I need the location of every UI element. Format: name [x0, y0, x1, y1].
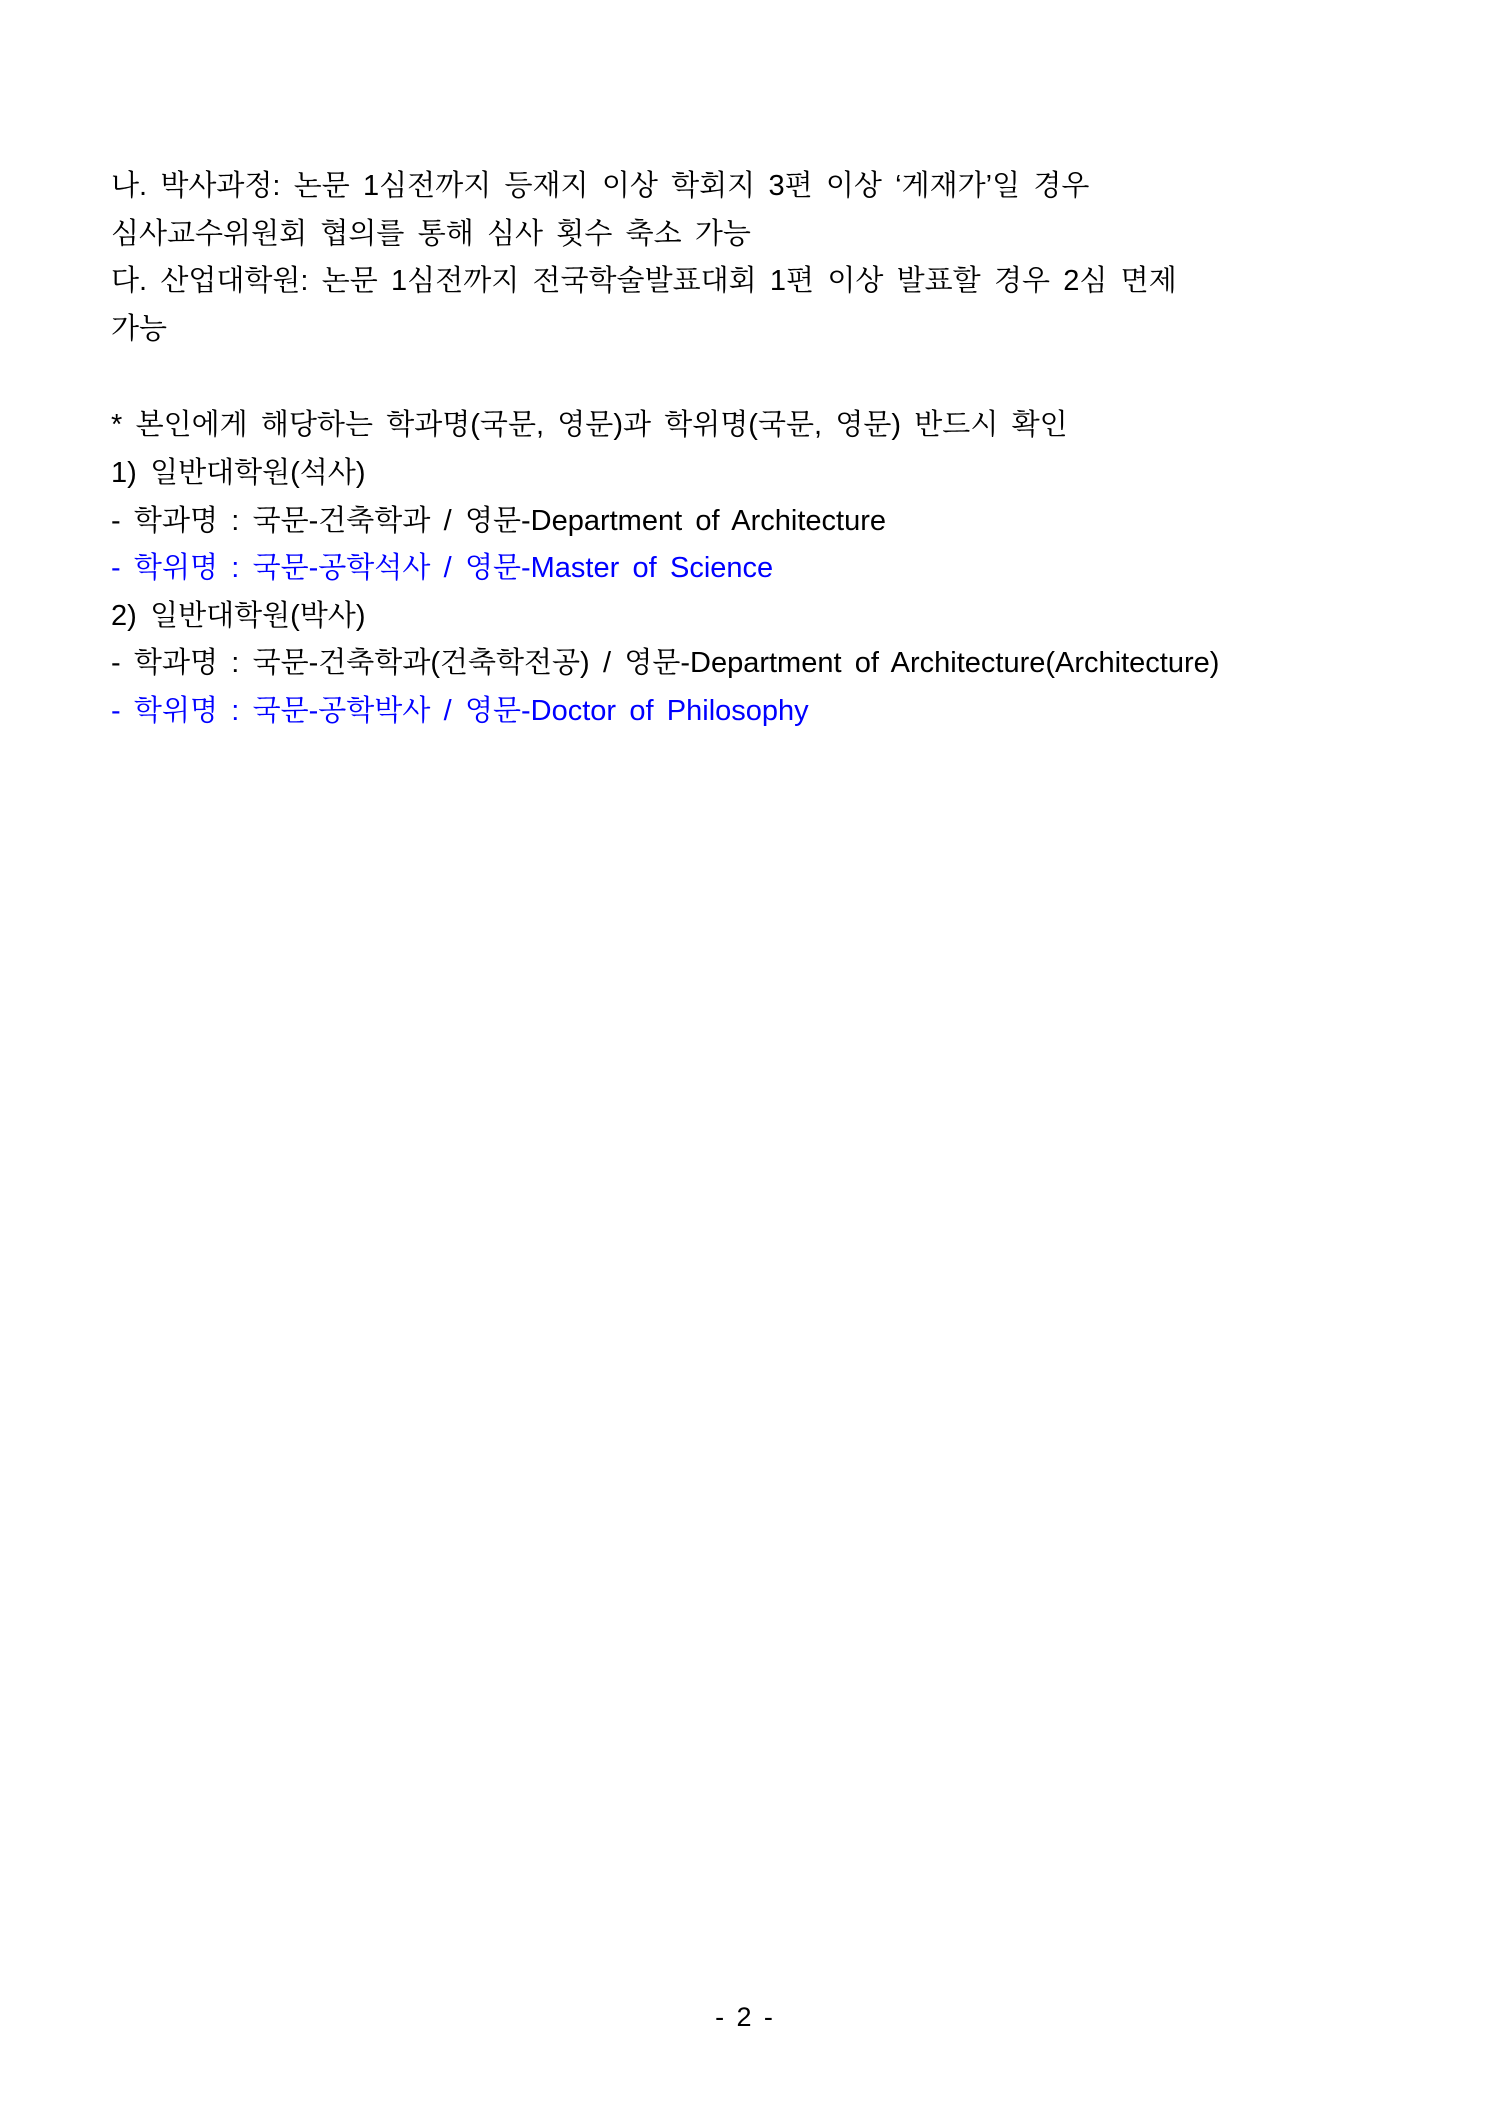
text-line: 심사교수위원회 협의를 통해 심사 횟수 축소 가능 [111, 217, 751, 250]
text-line: * 본인에게 해당하는 학과명(국문, 영문)과 학위명(국문, 영문) 반드시 확인 [111, 409, 1068, 442]
page-number: - 2 - [715, 2002, 773, 2032]
text-line-highlighted: - 학위명 : 국문-공학석사 / 영문-Master of Science [111, 552, 774, 585]
text-line: 다. 산업대학원: 논문 1심전까지 전국학술발표대회 1편 이상 발표할 경우 2심 면제 [111, 265, 1177, 298]
text-line: - 학과명 : 국문-건축학과 / 영문-Department of Architecture [111, 504, 887, 537]
text-line-highlighted: - 학위명 : 국문-공학박사 / 영문-Doctor of Philosophy [111, 694, 809, 727]
paragraph-block-degree-names [111, 402, 1371, 735]
document-body [111, 163, 1371, 736]
text-line: 가능 [111, 312, 168, 345]
paragraph-block-review-rules [111, 163, 1371, 353]
text-line: 나. 박사과정: 논문 1심전까지 등재지 이상 학회지 3편 이상 ‘게재가’일 경우 [111, 170, 1090, 202]
text-line: - 학과명 : 국문-건축학과(건축학전공) / 영문-Department of Architecture(Architecture) [111, 647, 1220, 680]
text-line: 1) 일반대학원(석사) [111, 456, 366, 489]
text-line: 2) 일반대학원(박사) [111, 599, 366, 632]
page-footer [0, 2001, 1488, 2033]
